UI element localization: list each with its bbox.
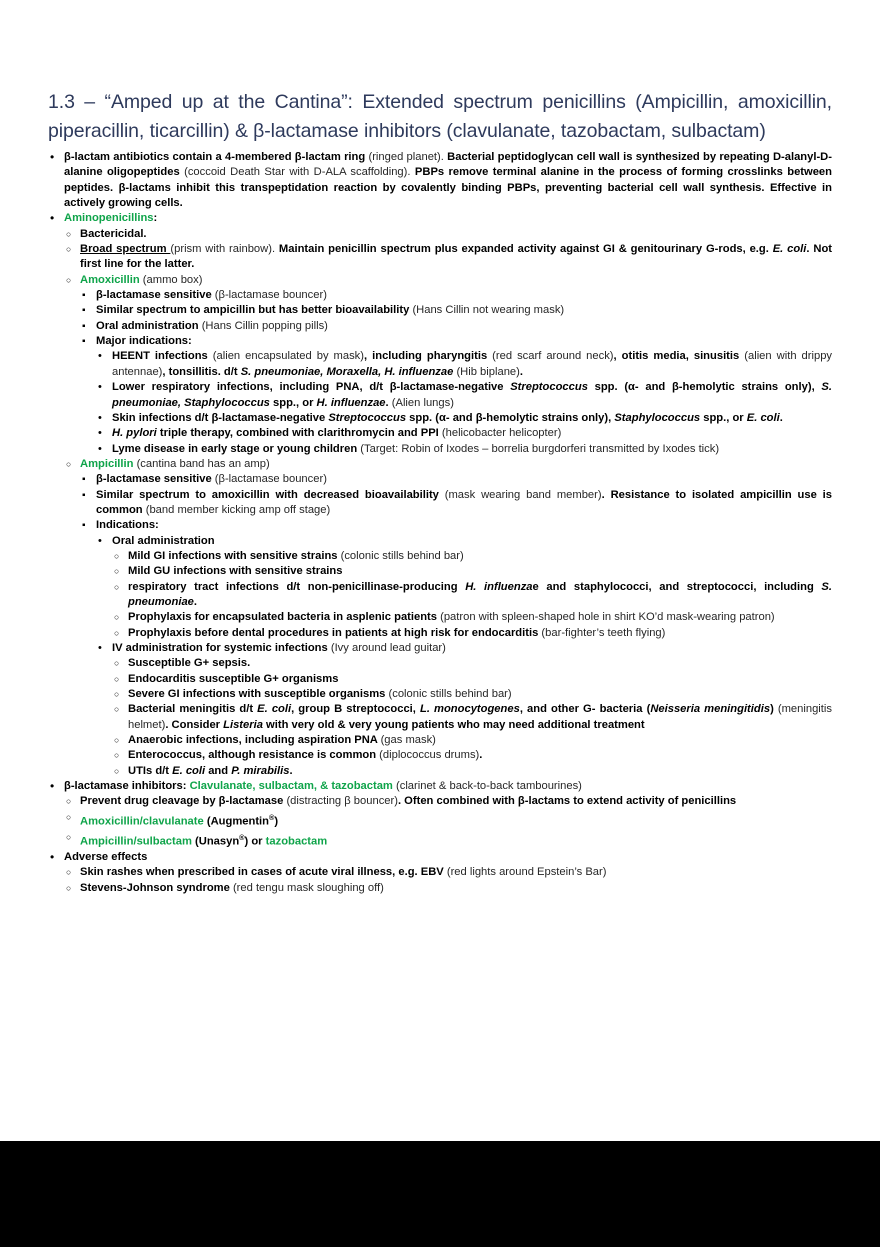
outline-item-amp-mild-gi (112, 549, 832, 564)
bullet-circle-icon (66, 242, 79, 257)
text-run: Ampicillin/sulbactam (80, 835, 196, 848)
bullet-sdisc-icon (98, 641, 111, 656)
outline-item-amox-lyme (96, 442, 832, 457)
bullet-square-icon (82, 303, 95, 318)
outline-item-amp-prophylaxis-dental (112, 626, 832, 641)
text-run: Broad spectrum (80, 243, 171, 256)
bullet-square-icon (82, 288, 95, 303)
bullet-circle-icon (114, 549, 127, 564)
bullet-circle-icon (114, 733, 127, 748)
bullet-circle-icon (114, 656, 127, 671)
outline-item-amp-oral-admin (96, 534, 832, 641)
bottom-black-bar (0, 1141, 880, 1247)
text-run: (red tengu mask sloughing off) (232, 881, 384, 894)
outline-item-aminopenicillins (48, 211, 832, 779)
text-run: Ampicillin (80, 457, 137, 470)
text-run: (β-lactamase bouncer) (214, 289, 327, 302)
text-run: Oral administration (96, 319, 202, 332)
text-run: (β-lactamase bouncer) (214, 473, 327, 486)
text-run: (mask wearing band member) (444, 488, 602, 501)
text-run: . (479, 749, 483, 762)
outline-item-amp-blactamase-sensitive (80, 472, 832, 487)
text-run: (cantina band has an amp) (136, 457, 270, 470)
outline-item-ae-sjs (64, 881, 832, 896)
bullet-disc-icon (50, 850, 63, 866)
text-run: Amoxicillin/clavulanate (80, 815, 207, 828)
bullet-circle-icon (66, 810, 79, 825)
text-run: (patron with spleen-shaped hole in shirt KO’d mask-wearing patron) (440, 611, 775, 624)
text-run: (Alien lungs) (391, 396, 454, 409)
text-run: (meningitis helmet) (128, 703, 832, 731)
outline-item-amox-oral (80, 319, 832, 334)
text-run: Aminopenicillins (64, 212, 154, 225)
text-run: Susceptible G+ sepsis. (128, 657, 251, 670)
text-run: Major indications: (96, 335, 192, 348)
bullet-circle-icon (114, 564, 127, 579)
text-run: (helicobacter helicopter) (441, 427, 562, 440)
bullet-circle-icon (114, 626, 127, 641)
text-run: : (153, 212, 158, 225)
text-run: Skin rashes when prescribed in cases of acute viral illness, e.g. EBV (80, 866, 447, 879)
text-run: , tonsillitis. d/t (162, 365, 241, 378)
bullet-circle-icon (114, 610, 127, 625)
text-run: Severe GI infections with susceptible organisms (128, 688, 389, 701)
bullet-circle-icon (66, 881, 79, 896)
text-run: (Ivy around lead guitar) (330, 642, 446, 654)
text-run: Anaerobic infections, including aspiration PNA (128, 734, 381, 747)
text-run: triple therapy, combined with clarithromycin and PPI (159, 427, 442, 440)
text-run: . (193, 595, 197, 608)
bullet-circle-icon (114, 764, 127, 779)
bullet-square-icon (82, 472, 95, 487)
text-run: E. coli (772, 243, 807, 256)
text-run: , group B streptococci, (291, 703, 420, 716)
text-run: UTIs d/t (128, 764, 173, 777)
bullet-square-icon (82, 334, 95, 349)
outline-item-bli-unasyn (64, 830, 832, 850)
text-run: Stevens-Johnson syndrome (80, 881, 233, 894)
bullet-circle-icon (66, 273, 79, 288)
text-run: Listeria (223, 718, 267, 731)
text-run: e and staphylococci, and streptococci, including (532, 580, 822, 593)
text-run: Streptococcus (510, 381, 595, 394)
text-run: spp., or (273, 396, 317, 409)
text-run: Bactericidal. (80, 227, 147, 240)
text-run: ® (239, 832, 245, 842)
text-run: β-lactamase sensitive (96, 289, 215, 302)
text-run: Prevent drug cleavage by β-lactamase (80, 795, 287, 808)
text-run: spp., or (703, 411, 747, 424)
text-run: (gas mask) (380, 734, 436, 747)
outline-item-broad-spectrum (64, 242, 832, 273)
bullet-square-icon (82, 488, 95, 503)
text-run: (colonic stills behind bar) (340, 549, 464, 562)
text-run: β-lactam antibiotics contain a 4-membered β-lactam ring (64, 151, 369, 163)
text-run: , otitis media, sinusitis (613, 350, 745, 363)
outline-item-amp-anaerobic (112, 733, 832, 748)
outline-item-amox-skin (96, 411, 832, 426)
bullet-circle-icon (114, 748, 127, 763)
text-run: (clarinet & back-to-back tambourines) (396, 780, 582, 793)
text-run: Adverse effects (64, 850, 148, 863)
text-run: and (208, 764, 232, 777)
text-run: . (519, 365, 523, 378)
outline-level-5 (112, 656, 832, 779)
outline-item-amp-severe-gi (112, 687, 832, 702)
bullet-sdisc-icon (98, 426, 111, 441)
bullet-circle-icon (66, 457, 79, 472)
bullet-circle-icon (114, 672, 127, 687)
text-run: (coccoid Death Star with D-ALA scaffolding). (184, 166, 415, 179)
bullet-circle-icon (66, 227, 79, 242)
text-run: (prism with rainbow). (170, 243, 279, 256)
outline-item-amp-utis (112, 764, 832, 779)
outline-level-2 (64, 794, 832, 850)
bullet-circle-icon (66, 794, 79, 809)
bullet-circle-icon (66, 830, 79, 845)
text-run: Similar spectrum to amoxicillin with decreased bioavailability (96, 488, 445, 501)
text-run: ® (269, 812, 275, 822)
text-run: Amoxicillin (80, 273, 143, 286)
bullet-disc-icon (50, 211, 63, 227)
outline-item-bli-prevent-cleavage (64, 794, 832, 809)
text-run: E. coli (746, 411, 780, 424)
outline-item-amp-meningitis (112, 702, 832, 733)
text-run: . Consider (165, 718, 224, 731)
outline-level-4 (96, 534, 832, 780)
text-run: Bacterial meningitis d/t (128, 703, 258, 716)
text-run: (colonic stills behind bar) (388, 688, 512, 701)
bullet-sdisc-icon (98, 442, 111, 457)
outline-level-3 (80, 472, 832, 779)
text-run: Lyme disease in early stage or young children (112, 442, 361, 455)
text-run: E. coli (257, 703, 292, 716)
text-run: H. pylori (112, 427, 160, 440)
text-run: spp. (α- and β-hemolytic strains only), (594, 381, 822, 394)
text-run: (bar-fighter’s teeth flying) (541, 626, 666, 639)
text-run: (Hans Cillin not wearing mask) (412, 304, 565, 317)
outline-item-amox-lower-resp (96, 380, 832, 411)
text-run: spp. (α- and β-hemolytic strains only), (409, 411, 615, 424)
text-run: . Often combined with β-lactams to extend activity of penicillins (397, 795, 737, 808)
text-run: Skin infections d/t β-lactamase-negative (112, 411, 329, 424)
text-run: IV administration for systemic infections (112, 642, 331, 654)
outline-item-ae-skin-rashes (64, 865, 832, 880)
outline-item-amox-major-indications (80, 334, 832, 457)
text-run: . Not first line for the latter. (80, 243, 833, 271)
text-run: ) (770, 703, 778, 716)
text-run: tazobactam (265, 835, 328, 848)
text-run: . (779, 411, 783, 424)
text-run: , including pharyngitis (364, 350, 493, 363)
text-run: , and other G- bacteria ( (519, 703, 651, 716)
text-run: (band member kicking amp off stage) (145, 503, 331, 516)
text-run: Mild GU infections with sensitive strains (128, 565, 343, 578)
text-run: (ringed planet). (368, 151, 448, 163)
text-run: P. mirabilis (231, 764, 290, 777)
bullet-sdisc-icon (98, 411, 111, 426)
outline-item-amp-prophylaxis-asplenic (112, 610, 832, 625)
bullet-disc-icon (50, 150, 63, 166)
outline-item-amp-enterococcus (112, 748, 832, 763)
text-run: Similar spectrum to ampicillin but has better bioavailability (96, 304, 413, 317)
text-run: (red lights around Epstein’s Bar) (446, 866, 607, 879)
text-run: β-lactamase sensitive (96, 473, 215, 486)
text-run: Enterococcus, although resistance is common (128, 749, 380, 762)
text-run: (Augmentin (206, 815, 269, 828)
text-run: Streptococcus (328, 411, 410, 424)
text-run: with very old & very young patients who may need additional treatment (266, 718, 645, 731)
bullet-square-icon (82, 319, 95, 334)
text-run: PBPs remove terminal alanine in the process of forming crosslinks between peptides. β-lactams inhibit this transpeptidation reaction by covalently binding PBPs, preventing bacterial cell wall synthesis. Effective in actively growing cells. (64, 166, 832, 210)
outline-level-2 (64, 227, 832, 779)
outline-item-amp-mild-gu (112, 564, 832, 579)
text-run: β-lactamase inhibitors: (64, 780, 190, 793)
outline-item-amp-endocarditis (112, 672, 832, 687)
outline-content (48, 150, 832, 896)
text-run: (Target: Robin of Ixodes – borrelia burgdorferi transmitted by Ixodes tick) (360, 442, 720, 455)
outline-item-amox-heent (96, 349, 832, 380)
text-run: (red scarf around neck) (492, 350, 614, 363)
text-run: . (385, 396, 392, 409)
bullet-circle-icon (114, 702, 127, 717)
text-run: Staphylococcus (614, 411, 704, 424)
text-run: Neisseria meningitidis (650, 703, 771, 716)
outline-item-bactericidal (64, 227, 832, 242)
text-run: (distracting β bouncer) (286, 795, 398, 808)
text-run: S. pneumoniae (128, 580, 832, 608)
text-run: (Unasyn (195, 835, 240, 848)
text-run: Prophylaxis before dental procedures in patients at high risk for endocarditis (128, 626, 542, 639)
text-run: H. influenza (465, 580, 533, 593)
text-run: . (289, 764, 293, 777)
outline-item-amoxicillin (64, 273, 832, 457)
text-run: (diplococcus drums) (379, 749, 480, 762)
bullet-circle-icon (66, 865, 79, 880)
text-run: (Hib biplane) (456, 365, 520, 378)
text-run: L. monocytogenes (419, 703, 520, 716)
text-run: (ammo box) (142, 273, 203, 286)
outline-item-amox-blactamase-sensitive (80, 288, 832, 303)
text-run: respiratory tract infections d/t non-penicillinase-producing (128, 580, 466, 593)
text-run: (Hans Cillin popping pills) (201, 319, 328, 332)
text-run: Lower respiratory infections, including PNA, d/t β-lactamase-negative (112, 381, 511, 394)
text-run: Endocarditis susceptible G+ organisms (128, 672, 339, 685)
text-run: S. pneumoniae, Staphylococcus (112, 381, 832, 409)
outline-item-mechanism (48, 150, 832, 211)
outline-level-1 (48, 150, 832, 896)
outline-item-amox-similar-spectrum (80, 303, 832, 318)
text-run: Mild GI infections with sensitive strains (128, 549, 341, 562)
text-run: HEENT infections (112, 350, 213, 363)
outline-level-2 (64, 865, 832, 896)
outline-item-amp-indications (80, 518, 832, 779)
text-run: S. pneumoniae, Moraxella, H. influenzae (240, 365, 457, 378)
outline-item-amp-gpos-sepsis (112, 656, 832, 671)
bullet-sdisc-icon (98, 534, 111, 549)
outline-item-adverse-effects (48, 850, 832, 896)
text-run: Indications: (96, 519, 159, 532)
page-title: 1.3 – “Amped up at the Cantina”: Extended spectrum penicillins (Ampicillin, amoxicillin, piperacillin, ticarcillin) & β-lactamase inhibitors (clavulanate, tazobactam, sulbactam) (48, 91, 832, 142)
outline-item-amp-similar-spectrum (80, 488, 832, 519)
text-run: Bacterial peptidoglycan cell wall is synthesized by repeating D-alanyl-D-alanine oligopeptides (64, 151, 832, 179)
bullet-circle-icon (114, 687, 127, 702)
outline-item-blactamase-inhibitors (48, 779, 832, 850)
text-run: ) or (244, 835, 266, 848)
text-run: . Resistance to isolated ampicillin use is common (96, 488, 832, 516)
outline-level-3 (80, 288, 832, 457)
text-run: Clavulanate, sulbactam, & tazobactam (189, 780, 396, 793)
text-run: Maintain penicillin spectrum plus expanded activity against GI & genitourinary G-rods, e.g. (278, 243, 773, 256)
bullet-disc-icon (50, 779, 63, 795)
outline-level-4 (96, 349, 832, 456)
text-run: Oral administration (112, 534, 215, 547)
bullet-square-icon (82, 518, 95, 533)
outline-item-amox-hpylori (96, 426, 832, 441)
bullet-sdisc-icon (98, 380, 111, 395)
outline-level-5 (112, 549, 832, 641)
outline-item-ampicillin (64, 457, 832, 779)
text-run: (alien with drippy antennae) (112, 350, 833, 378)
outline-item-amp-iv-admin (96, 641, 832, 779)
bullet-circle-icon (114, 580, 127, 595)
text-run: H. influenzae (316, 396, 386, 409)
text-run: ) (274, 815, 279, 828)
text-run: E. coli (172, 764, 209, 777)
outline-item-bli-augmentin (64, 810, 832, 830)
outline-item-amp-resp-tract (112, 580, 832, 611)
text-run: Prophylaxis for encapsulated bacteria in asplenic patients (128, 611, 441, 624)
text-run: (alien encapsulated by mask) (212, 350, 365, 363)
bullet-sdisc-icon (98, 349, 111, 364)
